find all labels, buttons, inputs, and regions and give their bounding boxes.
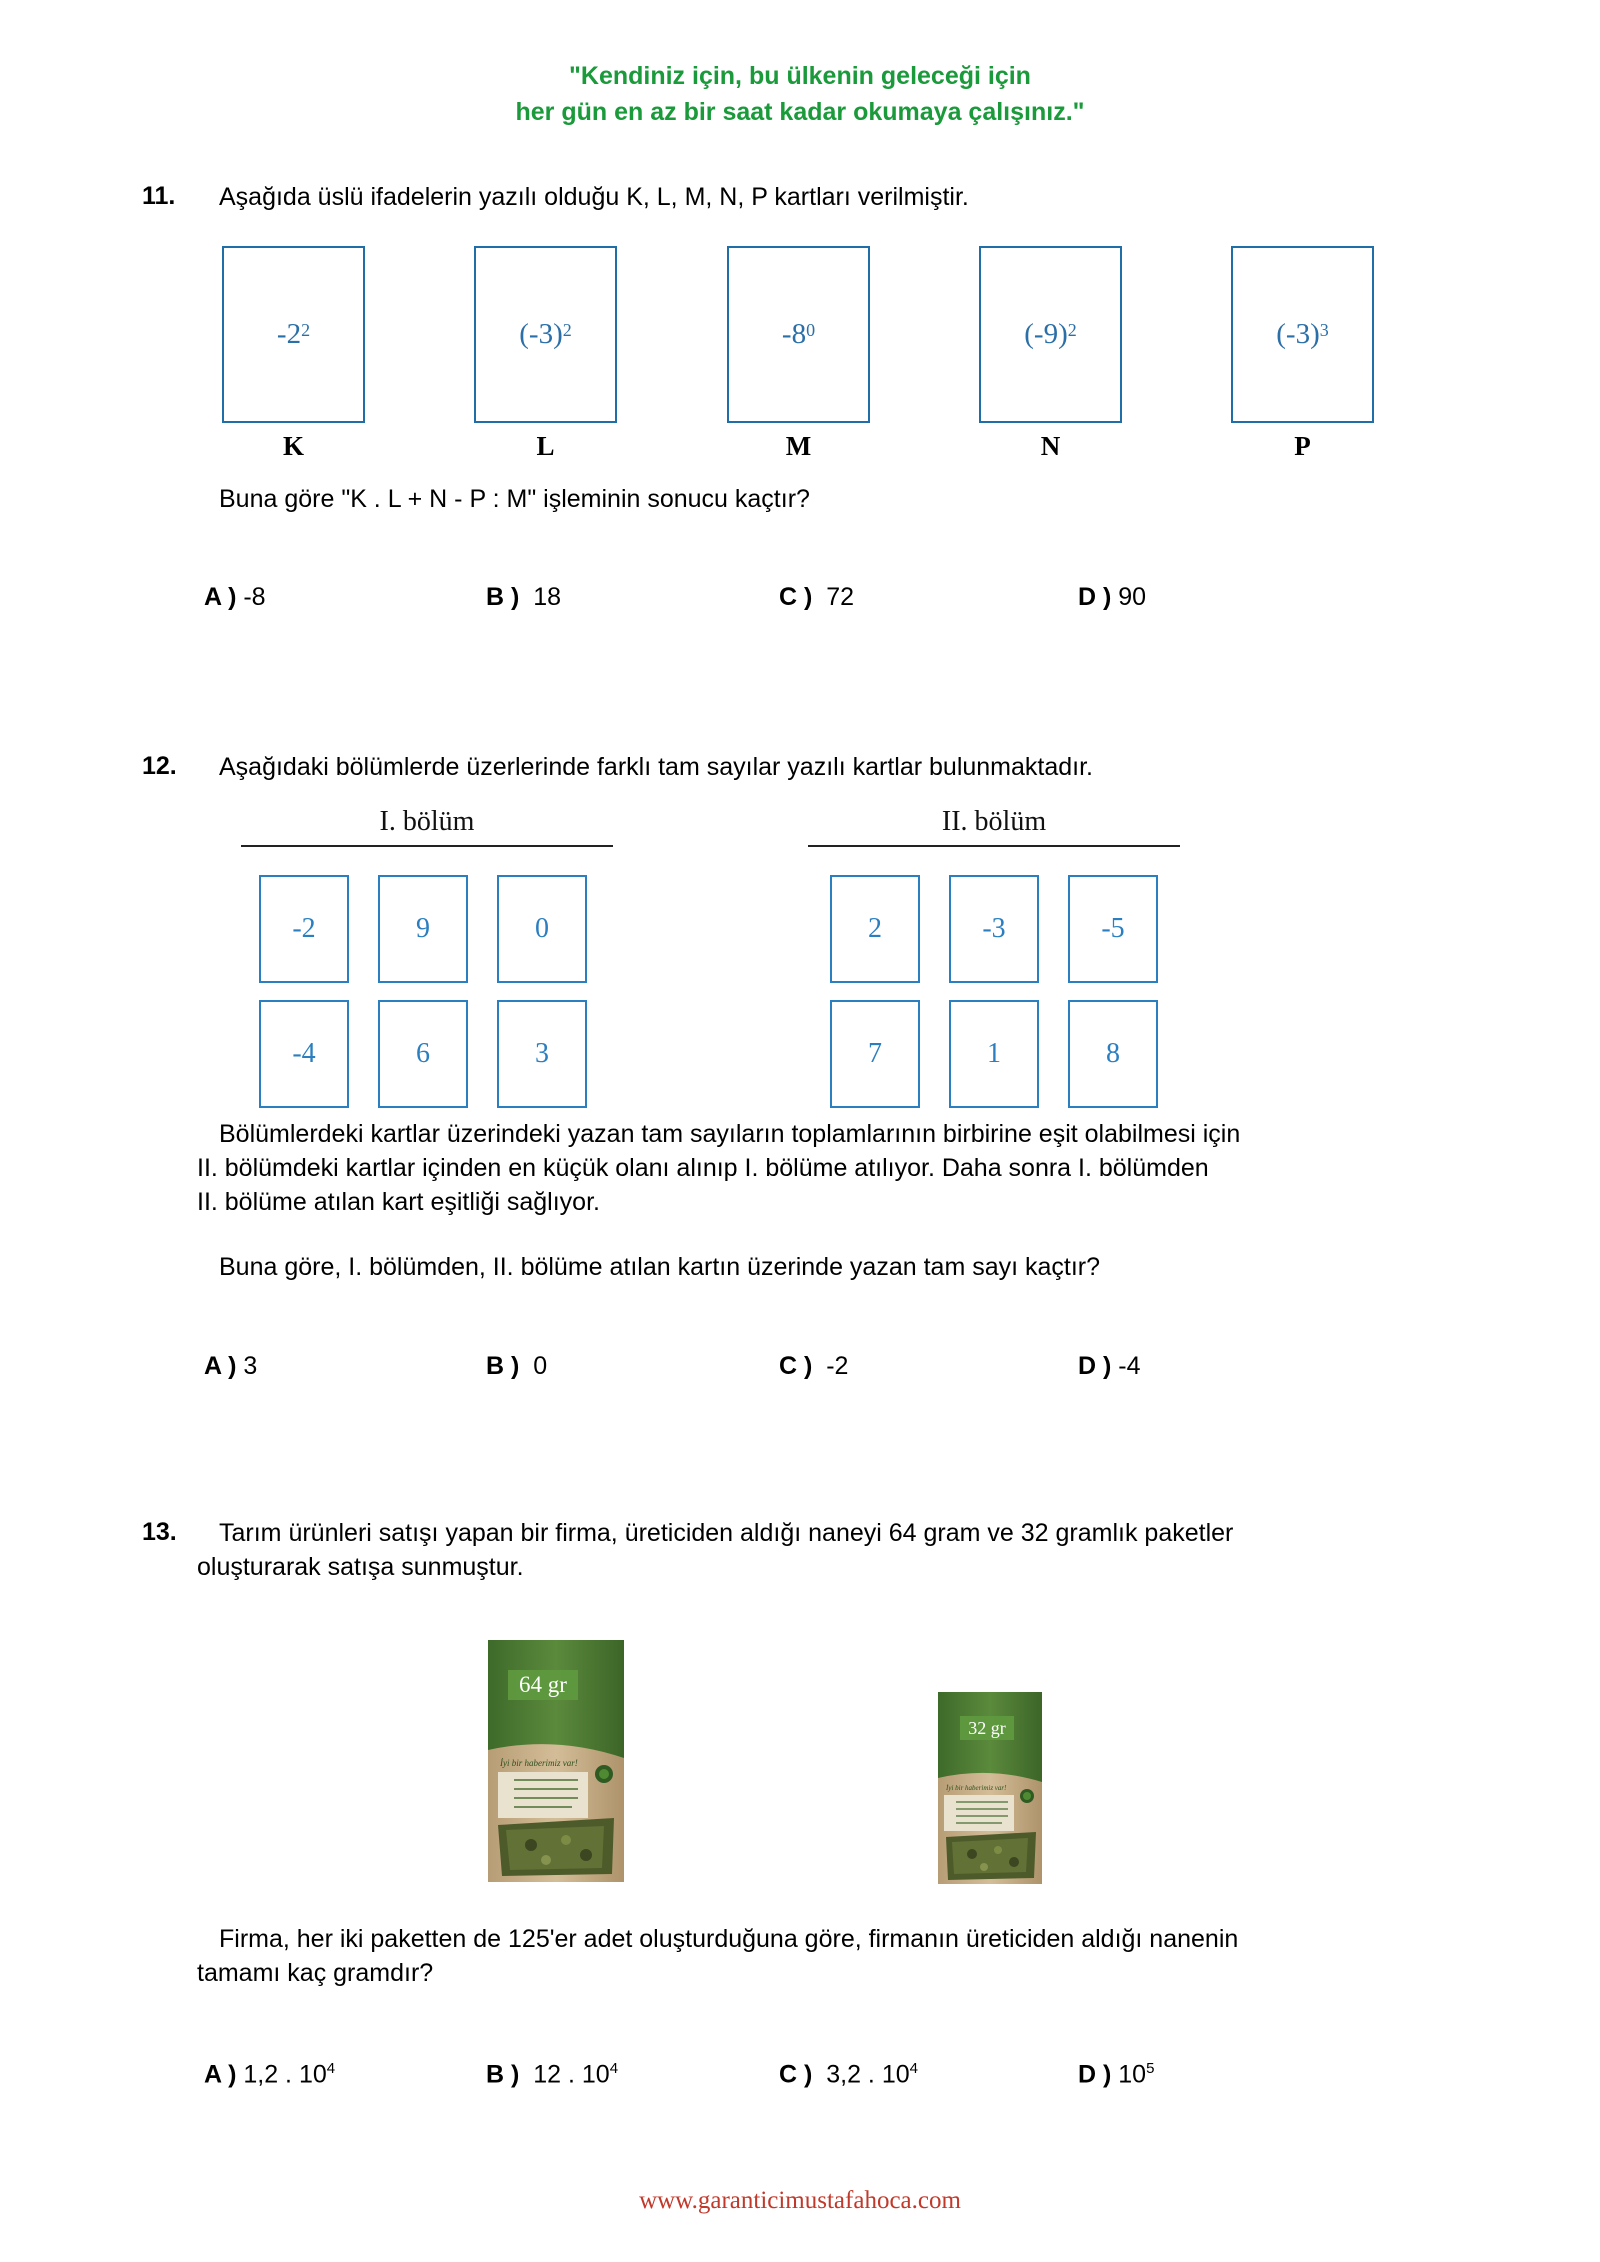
q11-number: 11. (142, 182, 176, 210)
option-value: 18 (533, 583, 562, 611)
option-key: A ) (204, 583, 237, 611)
section-2-card: -3 (949, 875, 1039, 983)
section-1-card: 3 (497, 1000, 587, 1108)
motto-header (0, 58, 1600, 130)
q13-option-b[interactable] (486, 2060, 618, 2089)
q13-intro-line-1: Tarım ürünleri satışı yapan bir firma, üreticiden aldığı naneyi 64 gram ve 32 gramlık paketler (219, 1519, 1234, 1547)
card-p (1231, 246, 1374, 423)
option-key: A ) (204, 2060, 237, 2089)
section-1-card: -4 (259, 1000, 349, 1108)
option-value: 72 (826, 583, 855, 611)
q13-intro-line-2: oluşturarak satışa sunmuştur. (197, 1553, 524, 1581)
q13-option-c[interactable] (779, 2060, 918, 2089)
card-l-base: (-3) (519, 318, 563, 350)
option-key: C ) (779, 583, 813, 611)
q12-intro: Aşağıdaki bölümlerde üzerlerinde farklı tam sayılar yazılı kartlar bulunmaktadır. (219, 753, 1093, 781)
package-small-tagline: İyi bir haberimiz var! (946, 1784, 1007, 1792)
q11-question: Buna göre "K . L + N - P : M" işleminin sonucu kaçtır? (219, 485, 810, 513)
option-key: D ) (1078, 2060, 1112, 2089)
card-k-label: K (282, 431, 304, 461)
card-n-base: (-9) (1024, 318, 1068, 350)
package-large-label: 64 gr (519, 1672, 567, 1697)
q12-paragraph-line-1: Bölümlerdeki kartlar üzerindeki yazan tam sayıların toplamlarının birbirine eşit olabilmesi için (219, 1120, 1241, 1148)
q11-option-c[interactable] (779, 583, 854, 612)
package-small-label: 32 gr (968, 1718, 1006, 1738)
card-k-base: -2 (276, 318, 302, 350)
option-value: 3 (243, 1352, 258, 1380)
card-p-label: P (1294, 431, 1311, 461)
card-l (474, 246, 617, 423)
q13-question-line-1: Firma, her iki paketten de 125'er adet oluşturduğuna göre, firmanın üreticiden aldığı nanenin (219, 1925, 1239, 1953)
option-exp: 4 (909, 2060, 918, 2077)
mint-package-small-image (936, 1692, 1044, 1884)
q11-option-a[interactable] (204, 583, 266, 612)
q13-option-a[interactable] (204, 2060, 335, 2089)
q11-option-b[interactable] (486, 583, 561, 612)
option-key: B ) (486, 2060, 520, 2089)
option-base: 1,2 . 10 (243, 2060, 327, 2089)
card-n-exp: 2 (1067, 320, 1077, 340)
q12-option-b[interactable] (486, 1352, 547, 1381)
card-k (222, 246, 365, 423)
section-1-card: -2 (259, 875, 349, 983)
mint-package-large-image (486, 1640, 626, 1882)
section-2-card: 1 (949, 1000, 1039, 1108)
section-2-divider (808, 845, 1180, 847)
option-base: 12 . 10 (533, 2060, 610, 2089)
card-m-label: M (785, 431, 812, 461)
q12-option-c[interactable] (779, 1352, 848, 1381)
option-value: 90 (1118, 583, 1147, 611)
card-p-exp: 3 (1319, 320, 1329, 340)
option-base: 3,2 . 10 (826, 2060, 910, 2089)
option-value: -2 (826, 1352, 849, 1380)
card-n-label: N (1040, 431, 1061, 461)
card-m-exp: 0 (806, 320, 816, 340)
card-l-label: L (536, 431, 555, 461)
option-exp: 4 (326, 2060, 336, 2077)
card-p-base: (-3) (1276, 318, 1320, 350)
section-1-title: I. bölüm (379, 806, 475, 837)
section-1-card: 9 (378, 875, 468, 983)
card-m (727, 246, 870, 423)
q12-option-a[interactable] (204, 1352, 257, 1381)
q12-paragraph-line-2: II. bölümdeki kartlar içinden en küçük olanı alınıp I. bölüme atılıyor. Daha sonra I. bölümden (197, 1154, 1209, 1182)
q13-question-line-2: tamamı kaç gramdır? (197, 1959, 434, 1987)
package-large-tagline: İyi bir haberimiz var! (500, 1758, 578, 1768)
q13-option-d[interactable] (1078, 2060, 1154, 2089)
section-1-card: 6 (378, 1000, 468, 1108)
option-key: D ) (1078, 583, 1112, 611)
q12-option-d[interactable] (1078, 1352, 1141, 1381)
q13-number: 13. (142, 1518, 177, 1546)
q12-paragraph-line-3: II. bölüme atılan kart eşitliği sağlıyor. (197, 1188, 600, 1216)
option-exp: 4 (609, 2060, 619, 2077)
option-key: C ) (779, 2060, 813, 2089)
section-2-card: 2 (830, 875, 920, 983)
motto-line-2: her gün en az bir saat kadar okumaya çalışınız." (515, 98, 1085, 126)
package-small-svg (936, 1692, 1044, 1884)
option-key: B ) (486, 583, 520, 611)
card-k-exp: 2 (301, 320, 311, 340)
card-n (979, 246, 1122, 423)
card-m-base: -8 (781, 318, 807, 350)
option-value: -8 (243, 583, 266, 611)
option-base: 10 (1118, 2060, 1147, 2089)
section-2-card: -5 (1068, 875, 1158, 983)
q12-question: Buna göre, I. bölümden, II. bölüme atılan kartın üzerinde yazan tam sayı kaçtır? (219, 1253, 1101, 1281)
section-1-card: 0 (497, 875, 587, 983)
option-key: D ) (1078, 1352, 1112, 1380)
section-2-title: II. bölüm (941, 806, 1047, 837)
option-key: B ) (486, 1352, 520, 1380)
option-exp: 5 (1146, 2060, 1155, 2077)
q11-option-d[interactable] (1078, 583, 1146, 612)
option-key: C ) (779, 1352, 813, 1380)
option-value: -4 (1118, 1352, 1141, 1380)
option-value: 0 (533, 1352, 548, 1380)
footer-url[interactable]: www.garanticimustafahoca.com (639, 2187, 961, 2214)
package-large-svg (486, 1640, 626, 1882)
section-2-card: 8 (1068, 1000, 1158, 1108)
q11-intro: Aşağıda üslü ifadelerin yazılı olduğu K, L, M, N, P kartları verilmiştir. (219, 183, 969, 211)
option-key: A ) (204, 1352, 237, 1380)
section-2-card: 7 (830, 1000, 920, 1108)
card-l-exp: 2 (562, 320, 572, 340)
q12-number: 12. (142, 752, 177, 780)
section-1-divider (241, 845, 613, 847)
motto-line-1: "Kendiniz için, bu ülkenin geleceği için (569, 62, 1031, 90)
